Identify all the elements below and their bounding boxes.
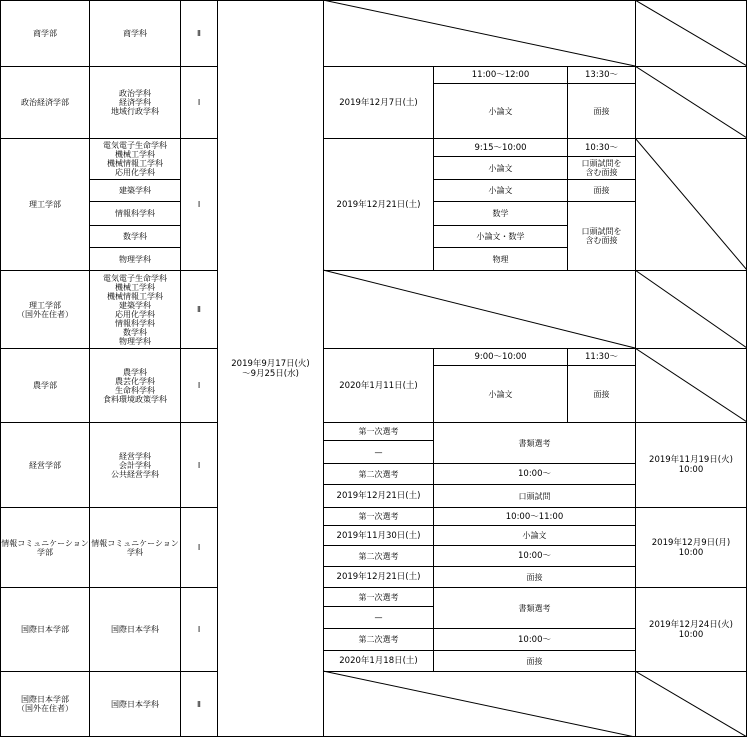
exam-subject-b: 口頭試問を 含む面接 [581,159,622,177]
stage-label: 第二次選考 [358,635,399,644]
faculty-name: 国際日本学部 [21,625,69,634]
exam-date: 2019年12月7日(土) [339,97,418,108]
exam-time-b: 10:30～ [585,142,618,153]
exam-type: Ⅰ [197,381,201,390]
stage-date: — [374,613,383,622]
stage-date: — [374,447,383,457]
department-name: 経営学科 会計学科 公共経営学科 [111,451,159,479]
department-name: 電気電子生命学科 機械工学科 機械情報工学科 応用化学科 [103,141,167,177]
faculty-name: 経営学部 [29,460,61,470]
exam-time-a: 11:00～12:00 [471,70,530,80]
department-name: 物理学科 [119,254,151,264]
exam-type: Ⅰ [197,200,201,209]
exam-subject: 書類選考 [518,603,551,613]
exam-type: Ⅱ [197,29,201,38]
exam-time-a: 9:00～10:00 [474,352,527,362]
stage-label: 第一次選考 [358,512,399,521]
stage-date: 2019年11月30日(土) [336,530,421,541]
department-name: 農学科 農芸化学科 生命科学科 食料環境政策学科 [103,367,167,404]
exam-subject-a: 小論文 [488,106,513,116]
exam-subject-a: 小論文 [488,186,513,195]
exam-time-a: 9:15～10:00 [474,142,527,153]
department-name: 情報科学科 [115,209,155,218]
exam-time-b: 11:30～ [585,352,618,362]
department-name: 電気電子生命学科 機械工学科 機械情報工学科 建築学科 応用化学科 情報科学科 数学科 物理学科 [103,273,167,346]
department-name: 建築学科 [119,186,151,195]
stage-label: 第二次選考 [358,469,399,479]
faculty-name: 商学部 [33,29,57,38]
exam-time: 10:00～ [518,469,551,479]
exam-subject: 小論文 [522,531,547,540]
department-name: 政治学科 経済学科 地域行政学科 [111,89,159,116]
exam-subject: 面接 [526,656,543,666]
stage-date: 2019年12月21日(土) [336,491,421,501]
exam-date: 2020年1月11日(土) [339,380,418,391]
exam-subject-a: 数学 [492,209,509,218]
exam-subject-b: 面接 [593,186,610,195]
faculty-name: 政治経済学部 [21,98,69,107]
stage-label: 第一次選考 [358,592,399,602]
exam-subject-a: 物理 [492,254,509,264]
exam-type: Ⅰ [197,543,201,552]
exam-time: 10:00～ [518,551,551,561]
faculty-name: 理工学部 [29,200,61,209]
department-name: 情報コミュニケーション 学科 [91,538,179,557]
exam-subject-b: 口頭試問を 含む面接 [581,227,622,245]
exam-type: Ⅱ [197,305,201,314]
exam-subject: 面接 [526,572,543,582]
department-name: 商学科 [123,29,147,38]
exam-subject: 書類選考 [518,438,551,448]
exam-time: 10:00～11:00 [505,511,564,522]
department-name: 国際日本学科 [111,625,159,634]
result-announcement: 2019年11月19日(火) 10:00 [649,455,733,475]
exam-subject: 口頭試問 [518,491,551,501]
exam-type: Ⅰ [197,625,201,634]
exam-date: 2019年12月21日(土) [336,199,421,210]
application-period: 2019年9月17日(火) ～9月25日(水) [231,358,310,379]
stage-label: 第二次選考 [358,551,399,561]
stage-date: 2020年1月18日(土) [339,656,418,666]
exam-subject-a: 小論文 [488,163,513,173]
faculty-name: 農学部 [33,381,57,390]
department-name: 国際日本学科 [111,699,159,709]
faculty-name: 情報コミュニケーション 学部 [1,538,89,557]
faculty-name: 国際日本学部 （国外在住者） [17,695,73,713]
exam-subject-a: 小論文・数学 [476,232,525,241]
department-name: 数学科 [123,232,147,241]
exam-subject-b: 面接 [593,106,610,116]
result-announcement: 2019年12月24日(火) 10:00 [649,619,733,640]
exam-subject-a: 小論文 [488,389,513,399]
result-announcement: 2019年12月9日(月) 10:00 [651,537,731,558]
exam-subject-b: 面接 [593,389,610,399]
exam-type: Ⅰ [197,98,201,107]
exam-type: Ⅰ [197,460,201,470]
exam-type: Ⅱ [197,699,201,709]
exam-time: 10:00～ [518,634,551,645]
faculty-name: 理工学部 （国外在住者） [17,300,73,319]
stage-label: 第一次選考 [358,427,399,436]
stage-date: 2019年12月21日(土) [336,572,421,582]
exam-time-b: 13:30～ [585,70,618,80]
